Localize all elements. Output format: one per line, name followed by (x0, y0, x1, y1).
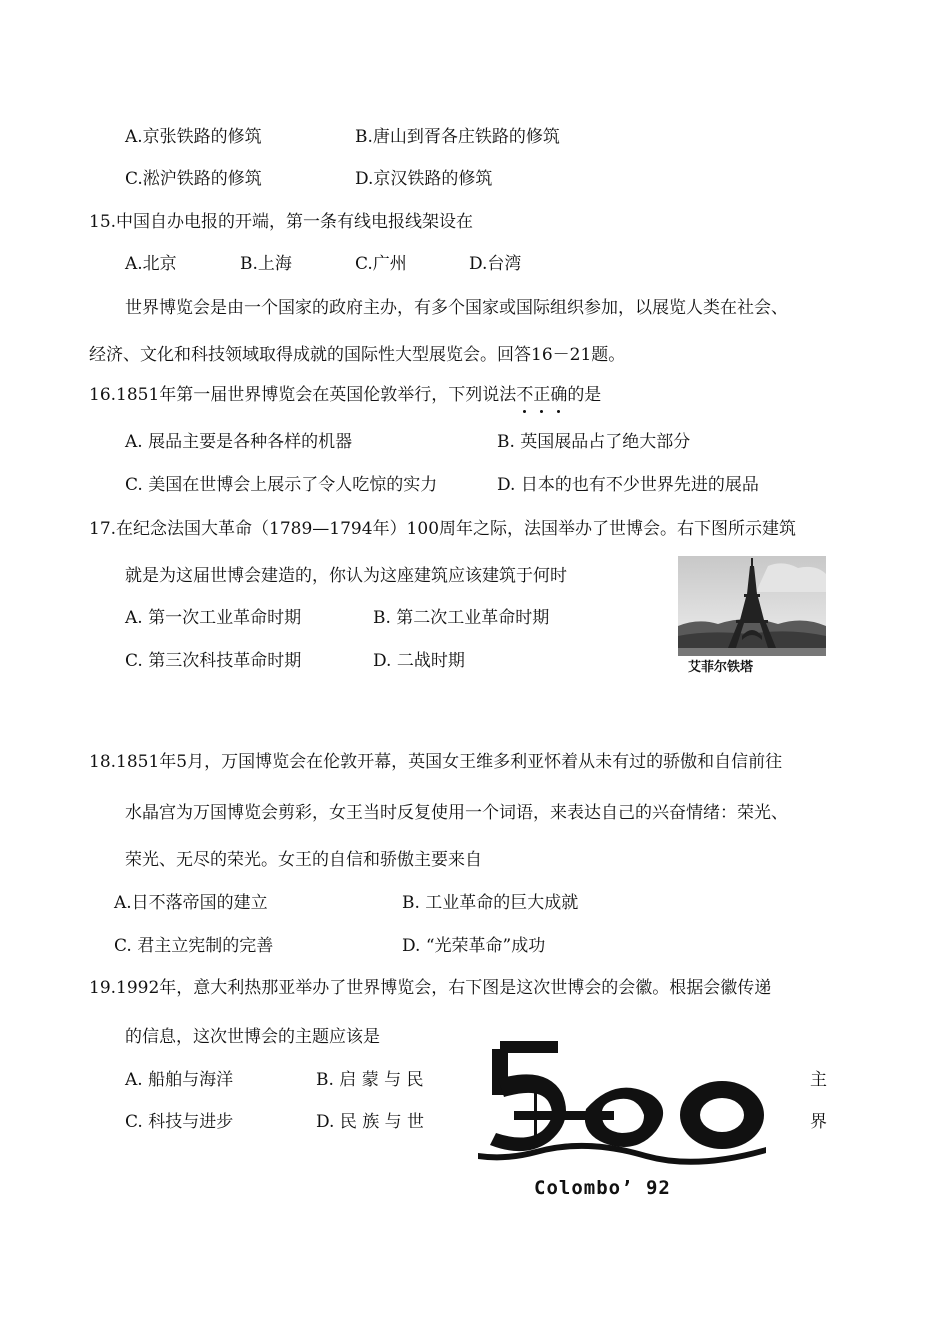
q14-option-c: C.淞沪铁路的修筑 (125, 169, 262, 189)
q19-option-a: A. 船舶与海洋 (125, 1070, 234, 1090)
q16-stem-post: 的是 (567, 385, 602, 405)
eiffel-tower-image (678, 556, 826, 674)
q15-option-d: D.台湾 (469, 254, 522, 274)
q16-option-d: D. 日本的也有不少世界先进的展品 (497, 475, 759, 495)
q18-option-d: D. “光荣革命”成功 (402, 936, 546, 956)
q19-stem-line-2: 的信息，这次世博会的主题应该是 (125, 1027, 380, 1047)
q15-option-b: B.上海 (240, 254, 292, 274)
expo-500-logo (476, 1035, 776, 1175)
q16-emph-1: 不 (516, 385, 534, 405)
q18-stem-line-1: 18.1851年5月，万国博览会在伦敦开幕，英国女王维多利亚怀着从未有过的骄傲和自信前往 (89, 752, 783, 772)
q16-option-c: C. 美国在世博会上展示了令人吃惊的实力 (125, 475, 438, 495)
q19-option-d: D. 民 族 与 世 (316, 1112, 425, 1132)
expo-logo-caption: Colombo’ 92 (534, 1177, 671, 1199)
q15-stem: 15.中国自办电报的开端，第一条有线电报线架设在 (89, 212, 474, 232)
q18-option-a: A.日不落帝国的建立 (114, 893, 268, 913)
expo-logo-image (476, 1035, 776, 1205)
q19-option-d-tail: 界 (810, 1112, 827, 1132)
q19-option-c: C. 科技与进步 (125, 1112, 234, 1132)
q14-option-b: B.唐山到胥各庄铁路的修筑 (355, 127, 560, 147)
q19-stem-line-1: 19.1992年，意大利热那亚举办了世界博览会，右下图是这次世博会的会徽。根据会徽传递 (89, 978, 772, 998)
q15-option-a: A.北京 (125, 254, 177, 274)
q14-option-d: D.京汉铁路的修筑 (355, 169, 493, 189)
q17-option-d: D. 二战时期 (373, 651, 465, 671)
q18-stem-line-2: 水晶宫为万国博览会剪彩，女王当时反复使用一个词语，来表达自己的兴奋情绪：荣光、 (125, 803, 788, 823)
q17-option-a: A. 第一次工业革命时期 (125, 608, 302, 628)
eiffel-tower-photo (678, 556, 826, 656)
eiffel-tower-caption: 艾菲尔铁塔 (688, 660, 754, 675)
intro-line-1: 世界博览会是由一个国家的政府主办，有多个国家或国际组织参加，以展览人类在社会、 (125, 298, 788, 318)
q17-option-b: B. 第二次工业革命时期 (373, 608, 550, 628)
q17-stem-line-1: 17.在纪念法国大革命（1789—1794年）100周年之际，法国举办了世博会。右下图所示建筑 (89, 519, 797, 539)
q15-option-c: C.广州 (355, 254, 407, 274)
q16-option-b: B. 英国展品占了绝大部分 (497, 432, 691, 452)
q16-emph-2: 正 (533, 385, 551, 405)
q19-option-b: B. 启 蒙 与 民 (316, 1070, 424, 1090)
q16-stem (89, 384, 601, 406)
q18-option-c: C. 君主立宪制的完善 (114, 936, 274, 956)
q16-stem-pre: 16.1851年第一届世界博览会在英国伦敦举行，下列说法 (89, 385, 517, 405)
intro-line-2: 经济、文化和科技领域取得成就的国际性大型展览会。回答16－21题。 (89, 345, 626, 365)
q17-stem-line-2: 就是为这届世博会建造的，你认为这座建筑应该建筑于何时 (125, 566, 567, 586)
q16-emph-3: 确 (550, 385, 568, 405)
q18-stem-line-3: 荣光、无尽的荣光。女王的自信和骄傲主要来自 (125, 850, 482, 870)
q19-option-b-tail: 主 (810, 1070, 827, 1090)
q18-option-b: B. 工业革命的巨大成就 (402, 893, 579, 913)
q16-option-a: A. 展品主要是各种各样的机器 (125, 432, 353, 452)
q14-option-a: A.京张铁路的修筑 (125, 127, 262, 147)
q17-option-c: C. 第三次科技革命时期 (125, 651, 302, 671)
